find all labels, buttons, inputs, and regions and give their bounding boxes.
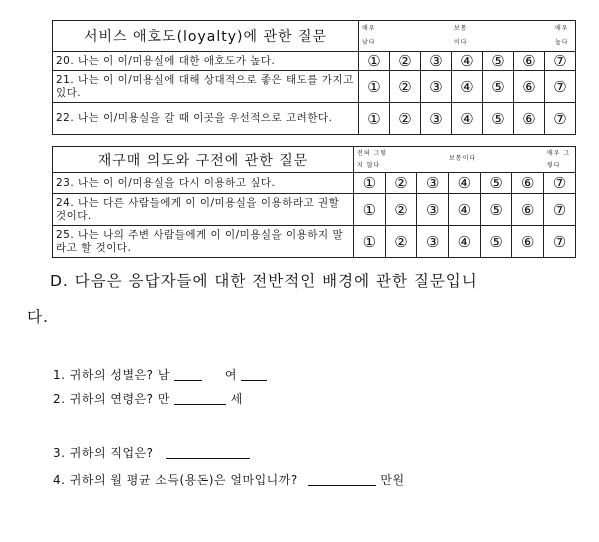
option-4[interactable]: ④ (449, 226, 481, 258)
question-text: 25. 나는 나의 주변 사람들에게 이 이/미용실을 이용하지 말라고 할 것이다. (53, 226, 354, 258)
occupation-question-label: 3. 귀하의 직업은? (53, 446, 154, 460)
section-d-heading (27, 269, 570, 326)
option-3[interactable]: ③ (421, 52, 452, 71)
gender-question-label: 1. 귀하의 성별은? 남 (53, 368, 170, 382)
income-suffix: 만원 (380, 473, 405, 487)
question-row (53, 71, 576, 103)
male-blank[interactable] (174, 368, 202, 381)
option-7[interactable]: ⑦ (544, 173, 576, 194)
section-d-line1: D. 다음은 응답자들에 대한 전반적인 배경에 관한 질문입니 (50, 272, 478, 290)
option-1[interactable]: ① (359, 103, 390, 135)
gender-question (53, 366, 267, 383)
female-blank[interactable] (241, 368, 267, 381)
option-1[interactable]: ① (354, 173, 386, 194)
option-7[interactable]: ⑦ (544, 194, 576, 226)
option-7[interactable]: ⑦ (545, 103, 576, 135)
age-blank[interactable] (174, 392, 226, 405)
income-question-label: 4. 귀하의 월 평균 소득(용돈)은 얼마입니까? (53, 473, 298, 487)
option-6[interactable]: ⑥ (512, 194, 544, 226)
question-text: 21. 나는 이 이/미용실에 대해 상대적으로 좋은 태도를 가지고 있다. (53, 71, 359, 103)
option-7[interactable]: ⑦ (544, 226, 576, 258)
question-row (53, 173, 576, 194)
option-1[interactable]: ① (359, 52, 390, 71)
option-2[interactable]: ② (390, 71, 421, 103)
scale-mid-2: 이다 (454, 39, 468, 46)
scale-mid-1: 보통이다 (449, 155, 477, 162)
income-question (53, 471, 405, 488)
section-d-line2: 다. (27, 308, 49, 326)
option-3[interactable]: ③ (421, 103, 452, 135)
loyalty-table-title: 서비스 애호도(loyalty)에 관한 질문 (53, 21, 359, 52)
income-blank[interactable] (308, 473, 376, 486)
scale-high-1: 매우 (555, 25, 569, 32)
repurchase-table-title: 재구매 의도와 구전에 관한 질문 (53, 147, 354, 173)
question-text: 23. 나는 이 이/미용실을 다시 이용하고 싶다. (53, 173, 354, 194)
option-3[interactable]: ③ (417, 173, 449, 194)
question-text: 20. 나는 이 이/미용실에 대한 애호도가 높다. (53, 52, 359, 71)
female-label: 여 (224, 368, 237, 382)
scale-high-2: 렇다 (547, 162, 561, 169)
option-4[interactable]: ④ (452, 71, 483, 103)
question-text: 22. 나는 이/미용실을 갈 때 이곳을 우선적으로 고려한다. (53, 103, 359, 135)
option-5[interactable]: ⑤ (480, 173, 512, 194)
option-4[interactable]: ④ (452, 52, 483, 71)
option-2[interactable]: ② (390, 52, 421, 71)
option-7[interactable]: ⑦ (545, 71, 576, 103)
option-6[interactable]: ⑥ (514, 103, 545, 135)
question-row (53, 194, 576, 226)
option-5[interactable]: ⑤ (483, 103, 514, 135)
option-5[interactable]: ⑤ (480, 194, 512, 226)
option-6[interactable]: ⑥ (514, 71, 545, 103)
repurchase-question-table (52, 146, 576, 258)
option-2[interactable]: ② (390, 103, 421, 135)
age-question (53, 390, 243, 407)
option-4[interactable]: ④ (449, 173, 481, 194)
option-1[interactable]: ① (359, 71, 390, 103)
option-2[interactable]: ② (385, 226, 417, 258)
question-row (53, 103, 576, 135)
loyalty-question-table (52, 20, 576, 135)
scale-low-2: 지 않다 (357, 162, 381, 169)
loyalty-scale-header (359, 21, 576, 52)
age-suffix: 세 (230, 392, 243, 406)
option-3[interactable]: ③ (417, 226, 449, 258)
option-2[interactable]: ② (385, 194, 417, 226)
occupation-question (53, 444, 250, 461)
repurchase-scale-header (354, 147, 576, 173)
option-6[interactable]: ⑥ (512, 173, 544, 194)
option-3[interactable]: ③ (421, 71, 452, 103)
option-7[interactable]: ⑦ (545, 52, 576, 71)
scale-low-1: 전혀 그렇 (357, 150, 388, 157)
option-1[interactable]: ① (354, 226, 386, 258)
age-question-label: 2. 귀하의 연령은? 만 (53, 392, 170, 406)
scale-mid-1: 보통 (454, 25, 468, 32)
scale-high-2: 높다 (555, 39, 569, 46)
scale-low-1: 매우 (362, 25, 376, 32)
question-row (53, 52, 576, 71)
option-3[interactable]: ③ (417, 194, 449, 226)
option-6[interactable]: ⑥ (512, 226, 544, 258)
option-2[interactable]: ② (385, 173, 417, 194)
option-5[interactable]: ⑤ (483, 52, 514, 71)
option-5[interactable]: ⑤ (483, 71, 514, 103)
question-text: 24. 나는 다른 사람들에게 이 이/미용실을 이용하라고 권할 것이다. (53, 194, 354, 226)
scale-low-2: 낮다 (362, 39, 376, 46)
option-5[interactable]: ⑤ (480, 226, 512, 258)
option-4[interactable]: ④ (452, 103, 483, 135)
option-4[interactable]: ④ (449, 194, 481, 226)
option-6[interactable]: ⑥ (514, 52, 545, 71)
occupation-blank[interactable] (166, 446, 250, 459)
question-row (53, 226, 576, 258)
option-1[interactable]: ① (354, 194, 386, 226)
scale-high-1: 매우 그 (547, 150, 571, 157)
